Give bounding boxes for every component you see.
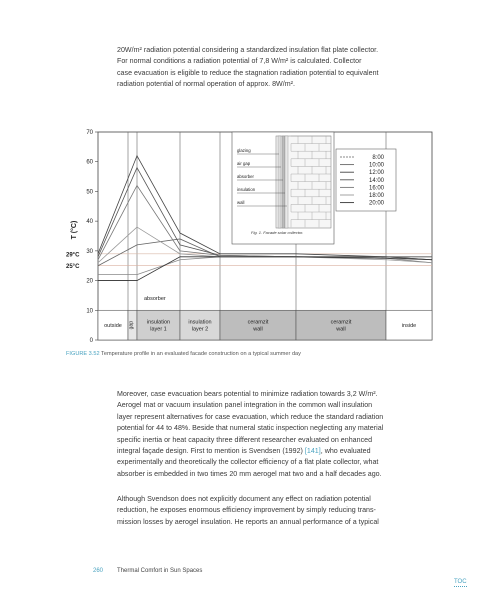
legend-label: 14:00 bbox=[368, 177, 384, 184]
y-tick-label: 40 bbox=[86, 219, 93, 226]
layer-label: insulation bbox=[146, 319, 171, 326]
layer-label: wall bbox=[336, 326, 346, 333]
text-line: radiation potential of normal operation of approx. 8W/m². bbox=[117, 80, 296, 89]
text-line: reduction, he exposes enormous efficiency improvement by simply reducing trans- bbox=[117, 506, 376, 515]
running-title: Thermal Comfort in Sun Spaces bbox=[117, 568, 203, 574]
inset-label: glazing bbox=[237, 148, 251, 153]
text-line: For normal conditions a radiation potential of 7,8 W/m² is calculated. Collector bbox=[117, 57, 362, 66]
inset-layer bbox=[278, 136, 281, 228]
layer-label: wall bbox=[253, 326, 263, 333]
inset-caption: Fig. 1. Facade solar collector. bbox=[251, 230, 304, 235]
text-line: layer represent alternatives for case evacuation, which reduce the standard radiation bbox=[117, 412, 384, 421]
paragraph-bottom bbox=[117, 494, 423, 528]
figure-label: FIGURE 3.52 bbox=[66, 351, 100, 357]
legend-label: 12:00 bbox=[368, 170, 384, 177]
paragraph-top bbox=[117, 45, 423, 91]
text-span: , who evaluated bbox=[320, 447, 371, 456]
legend-label: 16:00 bbox=[368, 185, 384, 192]
layer-label: ceramzit bbox=[247, 319, 269, 326]
layer-label: ceramzit bbox=[330, 319, 352, 326]
temperature-profile-figure bbox=[66, 128, 436, 343]
legend-label: 20:00 bbox=[368, 200, 384, 207]
figure-caption-text: Temperature profile in an evaluated facade construction on a typical summer day bbox=[99, 351, 301, 357]
y-tick-label: 50 bbox=[86, 189, 93, 196]
inset-label: air gap bbox=[237, 161, 251, 166]
text-span: integral façade design. First to mention is Svendsen (1992) bbox=[117, 447, 305, 456]
layer-label: gap bbox=[128, 320, 135, 330]
paragraph-middle bbox=[117, 389, 423, 480]
text-line: mission losses by aerogel insulation. He reports an annual performance of a typical bbox=[117, 517, 379, 526]
inset-label: absorber bbox=[237, 174, 254, 179]
layer-label: layer 2 bbox=[191, 326, 209, 333]
layer-label: layer 1 bbox=[150, 326, 167, 333]
text-line: experimentally and theoretically the collector efficiency of a flat plate collector, what bbox=[117, 458, 379, 467]
text-line: 20W/m² radiation potential considering a standardized insulation flat plate collector. bbox=[117, 46, 379, 54]
layer-label: inside bbox=[401, 323, 417, 330]
text-line: Aerogel mat or vacuum insulation panel integration in the common wall insulation bbox=[117, 401, 373, 410]
citation-link[interactable]: [141] bbox=[304, 447, 321, 456]
legend-label: 18:00 bbox=[368, 193, 384, 199]
toc-link[interactable]: TOC bbox=[454, 579, 467, 585]
reference-label: 29°C bbox=[66, 252, 80, 259]
y-tick-label: 30 bbox=[86, 248, 93, 255]
text-line: case evacuation is eligible to reduce the stagnation radiation potential to equivalent bbox=[117, 68, 379, 77]
text-line: specific inertia or heat capacity three different researcher evaluated on enhanced bbox=[117, 435, 373, 444]
y-tick-label: 20 bbox=[86, 278, 93, 285]
y-tick-label: 60 bbox=[86, 159, 93, 166]
y-tick-label: 0 bbox=[89, 338, 93, 343]
text-line bbox=[117, 446, 423, 457]
inset-layer bbox=[282, 136, 285, 228]
temperature-profile-chart bbox=[66, 128, 436, 343]
text-line: absorber is embedded in two times 20 mm aerogel mat two and a half decades ago. bbox=[117, 469, 382, 478]
y-tick-label: 70 bbox=[86, 130, 93, 136]
figure-caption bbox=[66, 351, 301, 357]
legend-label: 8:00 bbox=[372, 155, 384, 161]
reference-label: 25°C bbox=[66, 264, 80, 271]
inset-layer bbox=[285, 136, 288, 228]
text-line: Moreover, case evacuation bears potential to minimize radiation towards 3,2 W/m². bbox=[117, 390, 378, 398]
inset-label: wall bbox=[237, 200, 245, 205]
text-line: Although Svendson does not explicitly document any effect on radiation potential bbox=[117, 495, 371, 503]
inset-label: insulation bbox=[237, 187, 256, 192]
page-number: 260 bbox=[93, 568, 104, 574]
y-tick-label: 10 bbox=[86, 308, 93, 315]
absorber-label: absorber bbox=[144, 295, 166, 302]
legend-label: 10:00 bbox=[368, 162, 384, 169]
y-axis-label: T (°C) bbox=[71, 220, 78, 240]
layer-label: outside bbox=[104, 323, 122, 330]
text-line: potential for 44 to 48%. Beside that numeral static inspection neglecting any material bbox=[117, 424, 384, 433]
layer-label: insulation bbox=[188, 319, 212, 326]
